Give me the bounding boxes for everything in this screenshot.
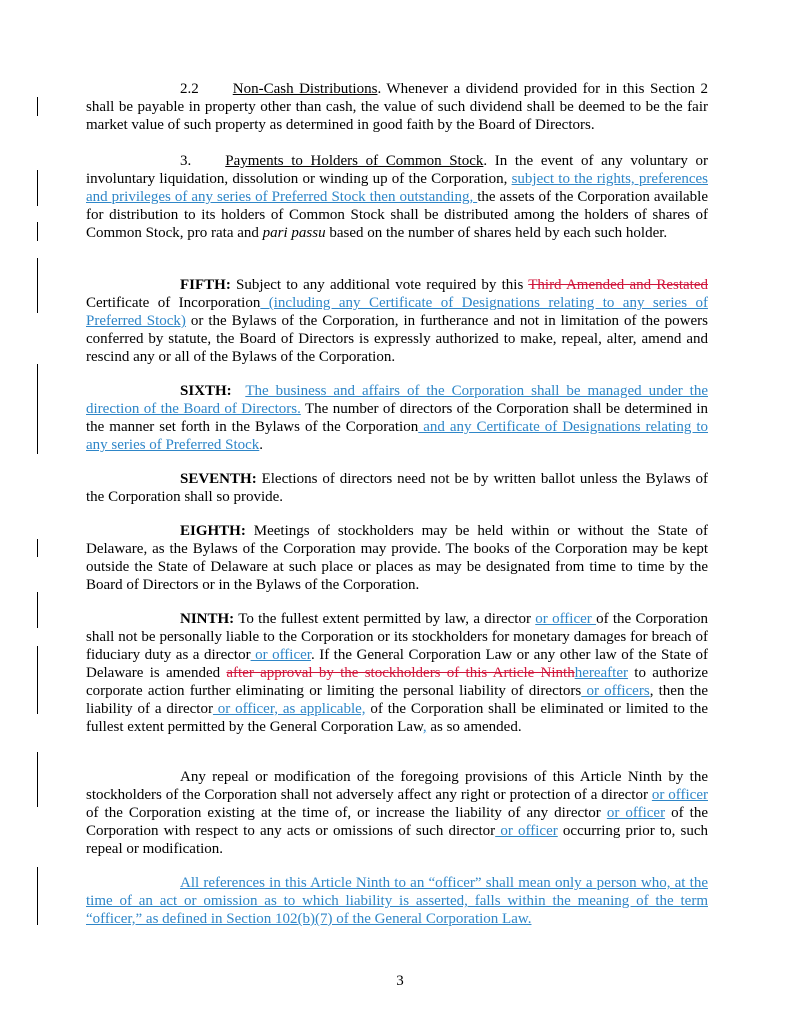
- section-number: 2.2: [180, 81, 199, 97]
- body-text: Certificate of Incorporation: [86, 295, 261, 311]
- body-text: Subject to any additional vote required by this: [230, 277, 529, 293]
- body-text: of the Corporation existing at the time of, or increase the liability of any director: [86, 805, 607, 821]
- page-number: 3: [396, 973, 404, 989]
- body-text: Any repeal or modification of the foregoing provisions of this Article Ninth by the stockholders of the Corporation shall not adversely affect any right or protection of a director: [86, 769, 708, 803]
- change-bar: [37, 539, 38, 557]
- inserted-text: or officer: [250, 647, 311, 663]
- body-text: of the Corporation shall be eliminated or limited to the fullest extent permitted by the General Corporation Law: [86, 701, 708, 735]
- article-label: NINTH:: [180, 611, 235, 627]
- change-bar: [37, 258, 38, 313]
- change-bar: [37, 170, 38, 206]
- article-ninth: [86, 610, 708, 736]
- inserted-text: All references in this Article Ninth to an “officer” shall mean only a person who, at the time of an act or omission as to which liability is asserted, falls within the meaning of the term “officer,” as defined in Section 102(b)(7) of the General Corporation Law.: [86, 875, 708, 927]
- body-text: Meetings of stockholders may be held within or without the State of Delaware, as the Bylaws of the Corporation may provide. The books of the Corporation may be kept outside the State of Delaware at such place or places as may be designated from time to time by the Board of Directors or in the Bylaws of the Corporation.: [86, 523, 708, 593]
- inserted-text: and any Certificate of Designations relating to any series of Preferred Stock: [86, 419, 708, 453]
- article-label: FIFTH:: [180, 277, 231, 293]
- paragraph-3: [86, 152, 708, 242]
- inserted-text: subject to the rights, preferences and privileges of any series of Preferred Stock then outstanding,: [86, 171, 708, 205]
- inserted-text: or officer, as applicable,: [212, 701, 366, 717]
- body-text: , then the liability of a director: [86, 683, 708, 717]
- repeal-paragraph: [86, 768, 708, 858]
- article-seventh: [86, 470, 708, 506]
- inserted-text: or officer: [495, 823, 558, 839]
- article-label: EIGHTH:: [180, 523, 246, 539]
- deleted-text: Third Amended and Restated: [528, 277, 708, 293]
- body-text: of the Corporation with respect to any acts or omissions of such director: [86, 805, 708, 839]
- article-eighth: [86, 522, 708, 594]
- section-title: Non-Cash Distributions: [232, 81, 378, 97]
- change-bar: [37, 867, 38, 925]
- article-label: SEVENTH:: [180, 471, 257, 487]
- change-bar: [37, 752, 38, 807]
- section-number: 3.: [180, 153, 192, 169]
- inserted-text: ,: [422, 719, 427, 735]
- body-text: of the Corporation shall not be personally liable to the Corporation or its stockholders for monetary damages for breach of fiduciary duty as a director: [86, 611, 708, 663]
- inserted-text: (including any Certificate of Designations relating to any series of Preferred Stock): [86, 295, 708, 329]
- body-text: The number of directors of the Corporation shall be determined in the manner set forth in the Bylaws of the Corporation: [86, 401, 708, 435]
- body-text: . If the General Corporation Law or any other law of the State of Delaware is amended: [86, 647, 708, 681]
- inserted-text: or officers: [581, 683, 650, 699]
- body-text: or the Bylaws of the Corporation, in furtherance and not in limitation of the powers conferred by statute, the Board of Directors is expressly authorized to make, repeal, alter, amend and rescind any or all of the Bylaws of the Corporation.: [86, 313, 708, 365]
- inserted-text: or officer: [606, 805, 666, 821]
- change-bar: [37, 97, 38, 116]
- change-bar: [37, 364, 38, 454]
- inserted-text: or officer: [535, 611, 597, 627]
- paragraph-2-2: [86, 80, 708, 134]
- body-text: To the fullest extent permitted by law, a director: [234, 611, 536, 627]
- article-sixth: [86, 382, 708, 454]
- change-bar: [37, 222, 38, 241]
- body-text: the assets of the Corporation available for distribution to its holders of Common Stock shall be distributed among the holders of shares of Common Stock, pro rata and: [86, 189, 708, 241]
- body-text: occurring prior to, such repeal or modification.: [86, 823, 708, 857]
- section-title: Payments to Holders of Common Stock: [225, 153, 484, 169]
- article-label: SIXTH:: [180, 383, 232, 399]
- body-text: as so amended.: [426, 719, 522, 735]
- inserted-text: The business and affairs of the Corporation shall be managed under the direction of the Board of Directors.: [86, 383, 708, 417]
- body-text: .: [259, 437, 264, 453]
- body-text: . Whenever a dividend provided for in this Section 2 shall be payable in property other than cash, the value of such dividend shall be deemed to be the fair market value of such property as determined in good faith by the Board of Directors.: [86, 81, 708, 133]
- change-bar: [37, 592, 38, 628]
- officer-definition-paragraph: [86, 874, 708, 928]
- body-text: to authorize corporate action further eliminating or limiting the personal liability of directors: [86, 665, 709, 699]
- article-fifth: [86, 276, 708, 366]
- inserted-text: hereafter: [574, 665, 629, 681]
- change-bar: [37, 646, 38, 714]
- inserted-text: or officer: [651, 787, 708, 803]
- body-text: based on the number of shares held by each such holder.: [325, 225, 668, 241]
- body-text: Elections of directors need not be by written ballot unless the Bylaws of the Corporation shall so provide.: [86, 471, 708, 505]
- body-text: . In the event of any voluntary or involuntary liquidation, dissolution or winding up of the Corporation,: [86, 153, 708, 187]
- deleted-text: after approval by the stockholders of this Article Ninth: [226, 665, 575, 681]
- italic-text: pari passu: [262, 225, 326, 241]
